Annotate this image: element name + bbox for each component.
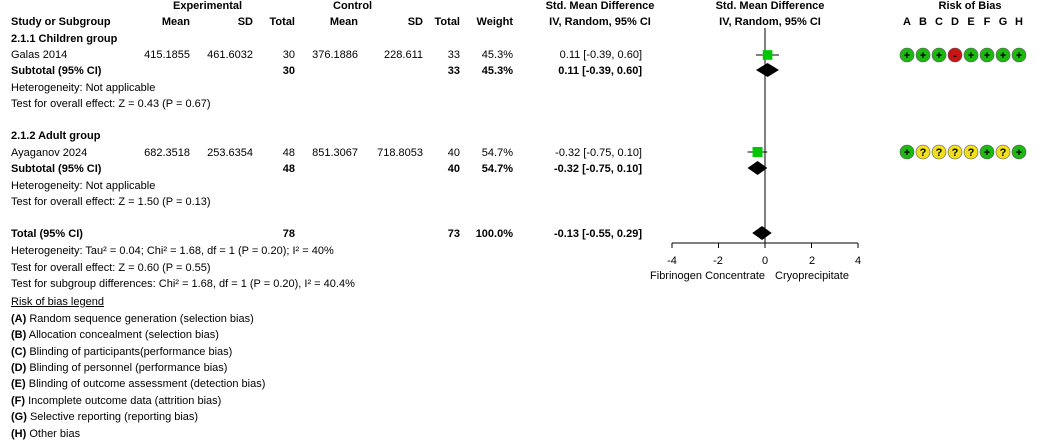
ctl-total: 33	[447, 49, 460, 61]
exp-mean: 682.3518	[144, 147, 190, 159]
legend-text: Random sequence generation (selection bias)	[26, 313, 254, 325]
rob-symbol: ?	[951, 147, 959, 159]
study-effect-square	[753, 147, 763, 157]
subtotal-ctl-total: 40	[447, 163, 460, 175]
rob-letter-d: D	[951, 16, 959, 28]
rob-symbol: +	[1015, 147, 1023, 159]
legend-title: Risk of bias legend	[11, 296, 104, 308]
exp-sd: 461.6032	[207, 49, 253, 61]
study-name: Galas 2014	[11, 49, 68, 61]
subtotal-diamond	[756, 63, 779, 77]
weight-header: Weight	[476, 16, 513, 28]
total-weight: 100.0%	[475, 228, 513, 240]
ctl-mean: 851.3067	[312, 147, 358, 159]
overall-effect-text: Test for overall effect: Z = 1.50 (P = 0.13)	[11, 196, 211, 208]
total-exp-total: 78	[282, 228, 295, 240]
axis-tick-label: -2	[713, 255, 723, 267]
heterogeneity-text: Heterogeneity: Not applicable	[11, 180, 156, 192]
subtotal-weight: 54.7%	[481, 163, 513, 175]
rob-symbol: ?	[967, 147, 975, 159]
axis-tick-label: -4	[667, 255, 677, 267]
study-name: Ayaganov 2024	[11, 147, 88, 159]
rob-symbol: +	[903, 147, 911, 159]
legend-text: Blinding of outcome assessment (detection bias)	[25, 378, 266, 390]
legend-letter: (H)	[11, 428, 27, 440]
rob-letter-g: G	[998, 16, 1008, 28]
rob-symbol: +	[919, 50, 927, 62]
ctl-mean: 376.1886	[312, 49, 358, 61]
exp-total: 48	[282, 147, 295, 159]
smd-method-header: IV, Random, 95% CI	[549, 16, 651, 28]
legend-text: Other bias	[26, 428, 81, 440]
subtotal-ci: 0.11 [-0.39, 0.60]	[558, 65, 642, 77]
rob-header: Risk of Bias	[938, 0, 1002, 12]
rob-symbol: +	[983, 50, 991, 62]
subtotal-ctl-total: 33	[447, 65, 460, 77]
rob-symbol: ?	[935, 147, 943, 159]
heterogeneity-text: Heterogeneity: Not applicable	[11, 82, 156, 94]
ctl-sd-header: SD	[407, 16, 423, 28]
rob-symbol: -	[953, 50, 957, 62]
rob-letter-b: B	[919, 16, 927, 28]
overall-diamond	[752, 226, 772, 240]
legend-text: Blinding of participants(performance bias)	[26, 346, 233, 358]
legend-letter: (C)	[11, 346, 27, 358]
group-title: 2.1.2 Adult group	[11, 130, 101, 142]
weight-value: 54.7%	[481, 147, 513, 159]
subtotal-diamond	[748, 161, 768, 175]
legend-text: Selective reporting (reporting bias)	[26, 411, 199, 423]
ci-value: -0.32 [-0.75, 0.10]	[555, 147, 642, 159]
subtotal-weight: 45.3%	[481, 65, 513, 77]
study-column-header: Study or Subgroup	[11, 16, 111, 28]
axis-tick-label: 2	[808, 255, 816, 267]
exp-sd: 253.6354	[207, 147, 253, 159]
experimental-header: Experimental	[173, 0, 243, 12]
total-label: Total (95% CI)	[11, 228, 83, 240]
rob-symbol: +	[903, 50, 911, 62]
ctl-total: 40	[447, 147, 460, 159]
subtotal-label: Subtotal (95% CI)	[11, 163, 102, 175]
legend-letter: (F)	[11, 395, 26, 407]
axis-tick-label: 0	[761, 255, 769, 267]
weight-value: 45.3%	[481, 49, 513, 61]
legend-letter: (A)	[11, 313, 27, 325]
ci-value: 0.11 [-0.39, 0.60]	[559, 49, 642, 61]
rob-symbol: +	[999, 50, 1007, 62]
legend-text: Allocation concealment (selection bias)	[26, 329, 219, 341]
rob-symbol: +	[967, 50, 975, 62]
legend-text: Blinding of personnel (performance bias)	[26, 362, 228, 374]
rob-letter-f: F	[983, 16, 991, 28]
legend-letter: (G)	[11, 411, 27, 423]
axis-favours-right: Cryoprecipitate	[775, 270, 849, 282]
control-header: Control	[333, 0, 373, 12]
plot-smd-method-header: IV, Random, 95% CI	[719, 16, 821, 28]
ctl-sd: 228.611	[384, 49, 423, 61]
axis-favours-left: Fibrinogen Concentrate	[650, 270, 765, 282]
exp-total-header: Total	[269, 16, 295, 28]
rob-symbol: ?	[999, 147, 1007, 159]
plot-smd-header: Std. Mean Difference	[715, 0, 825, 12]
study-effect-square	[763, 50, 773, 60]
rob-symbol: +	[1015, 50, 1023, 62]
ctl-sd: 718.8053	[377, 147, 423, 159]
axis-tick-label: 4	[854, 255, 862, 267]
rob-letter-e: E	[967, 16, 975, 28]
rob-letter-c: C	[935, 16, 943, 28]
legend-text: Incomplete outcome data (attrition bias)	[25, 395, 222, 407]
total-overall-effect: Test for overall effect: Z = 0.60 (P = 0.55)	[11, 262, 211, 274]
total-ci: -0.13 [-0.55, 0.29]	[553, 228, 642, 240]
exp-sd-header: SD	[237, 16, 253, 28]
subtotal-label: Subtotal (95% CI)	[11, 65, 102, 77]
ctl-mean-header: Mean	[329, 16, 358, 28]
ctl-total-header: Total	[434, 16, 460, 28]
overall-effect-text: Test for overall effect: Z = 0.43 (P = 0.67)	[11, 98, 211, 110]
rob-symbol: ?	[919, 147, 927, 159]
total-ctl-total: 73	[447, 228, 460, 240]
legend-letter: (E)	[11, 378, 26, 390]
rob-letter-a: A	[903, 16, 911, 28]
subtotal-exp-total: 30	[282, 65, 295, 77]
legend-letter: (D)	[11, 362, 27, 374]
total-heterogeneity: Heterogeneity: Tau² = 0.04; Chi² = 1.68, df = 1 (P = 0.20); I² = 40%	[11, 245, 334, 257]
smd-header: Std. Mean Difference	[545, 0, 655, 12]
exp-mean: 415.1855	[144, 49, 190, 61]
rob-symbol: +	[983, 147, 991, 159]
subtotal-exp-total: 48	[282, 163, 295, 175]
subgroup-differences: Test for subgroup differences: Chi² = 1.68, df = 1 (P = 0.20), I² = 40.4%	[11, 278, 355, 290]
legend-letter: (B)	[11, 329, 27, 341]
rob-symbol: +	[935, 50, 943, 62]
exp-mean-header: Mean	[161, 16, 190, 28]
rob-letter-h: H	[1015, 16, 1023, 28]
subtotal-ci: -0.32 [-0.75, 0.10]	[553, 163, 642, 175]
exp-total: 30	[282, 49, 295, 61]
group-title: 2.1.1 Children group	[11, 33, 118, 45]
